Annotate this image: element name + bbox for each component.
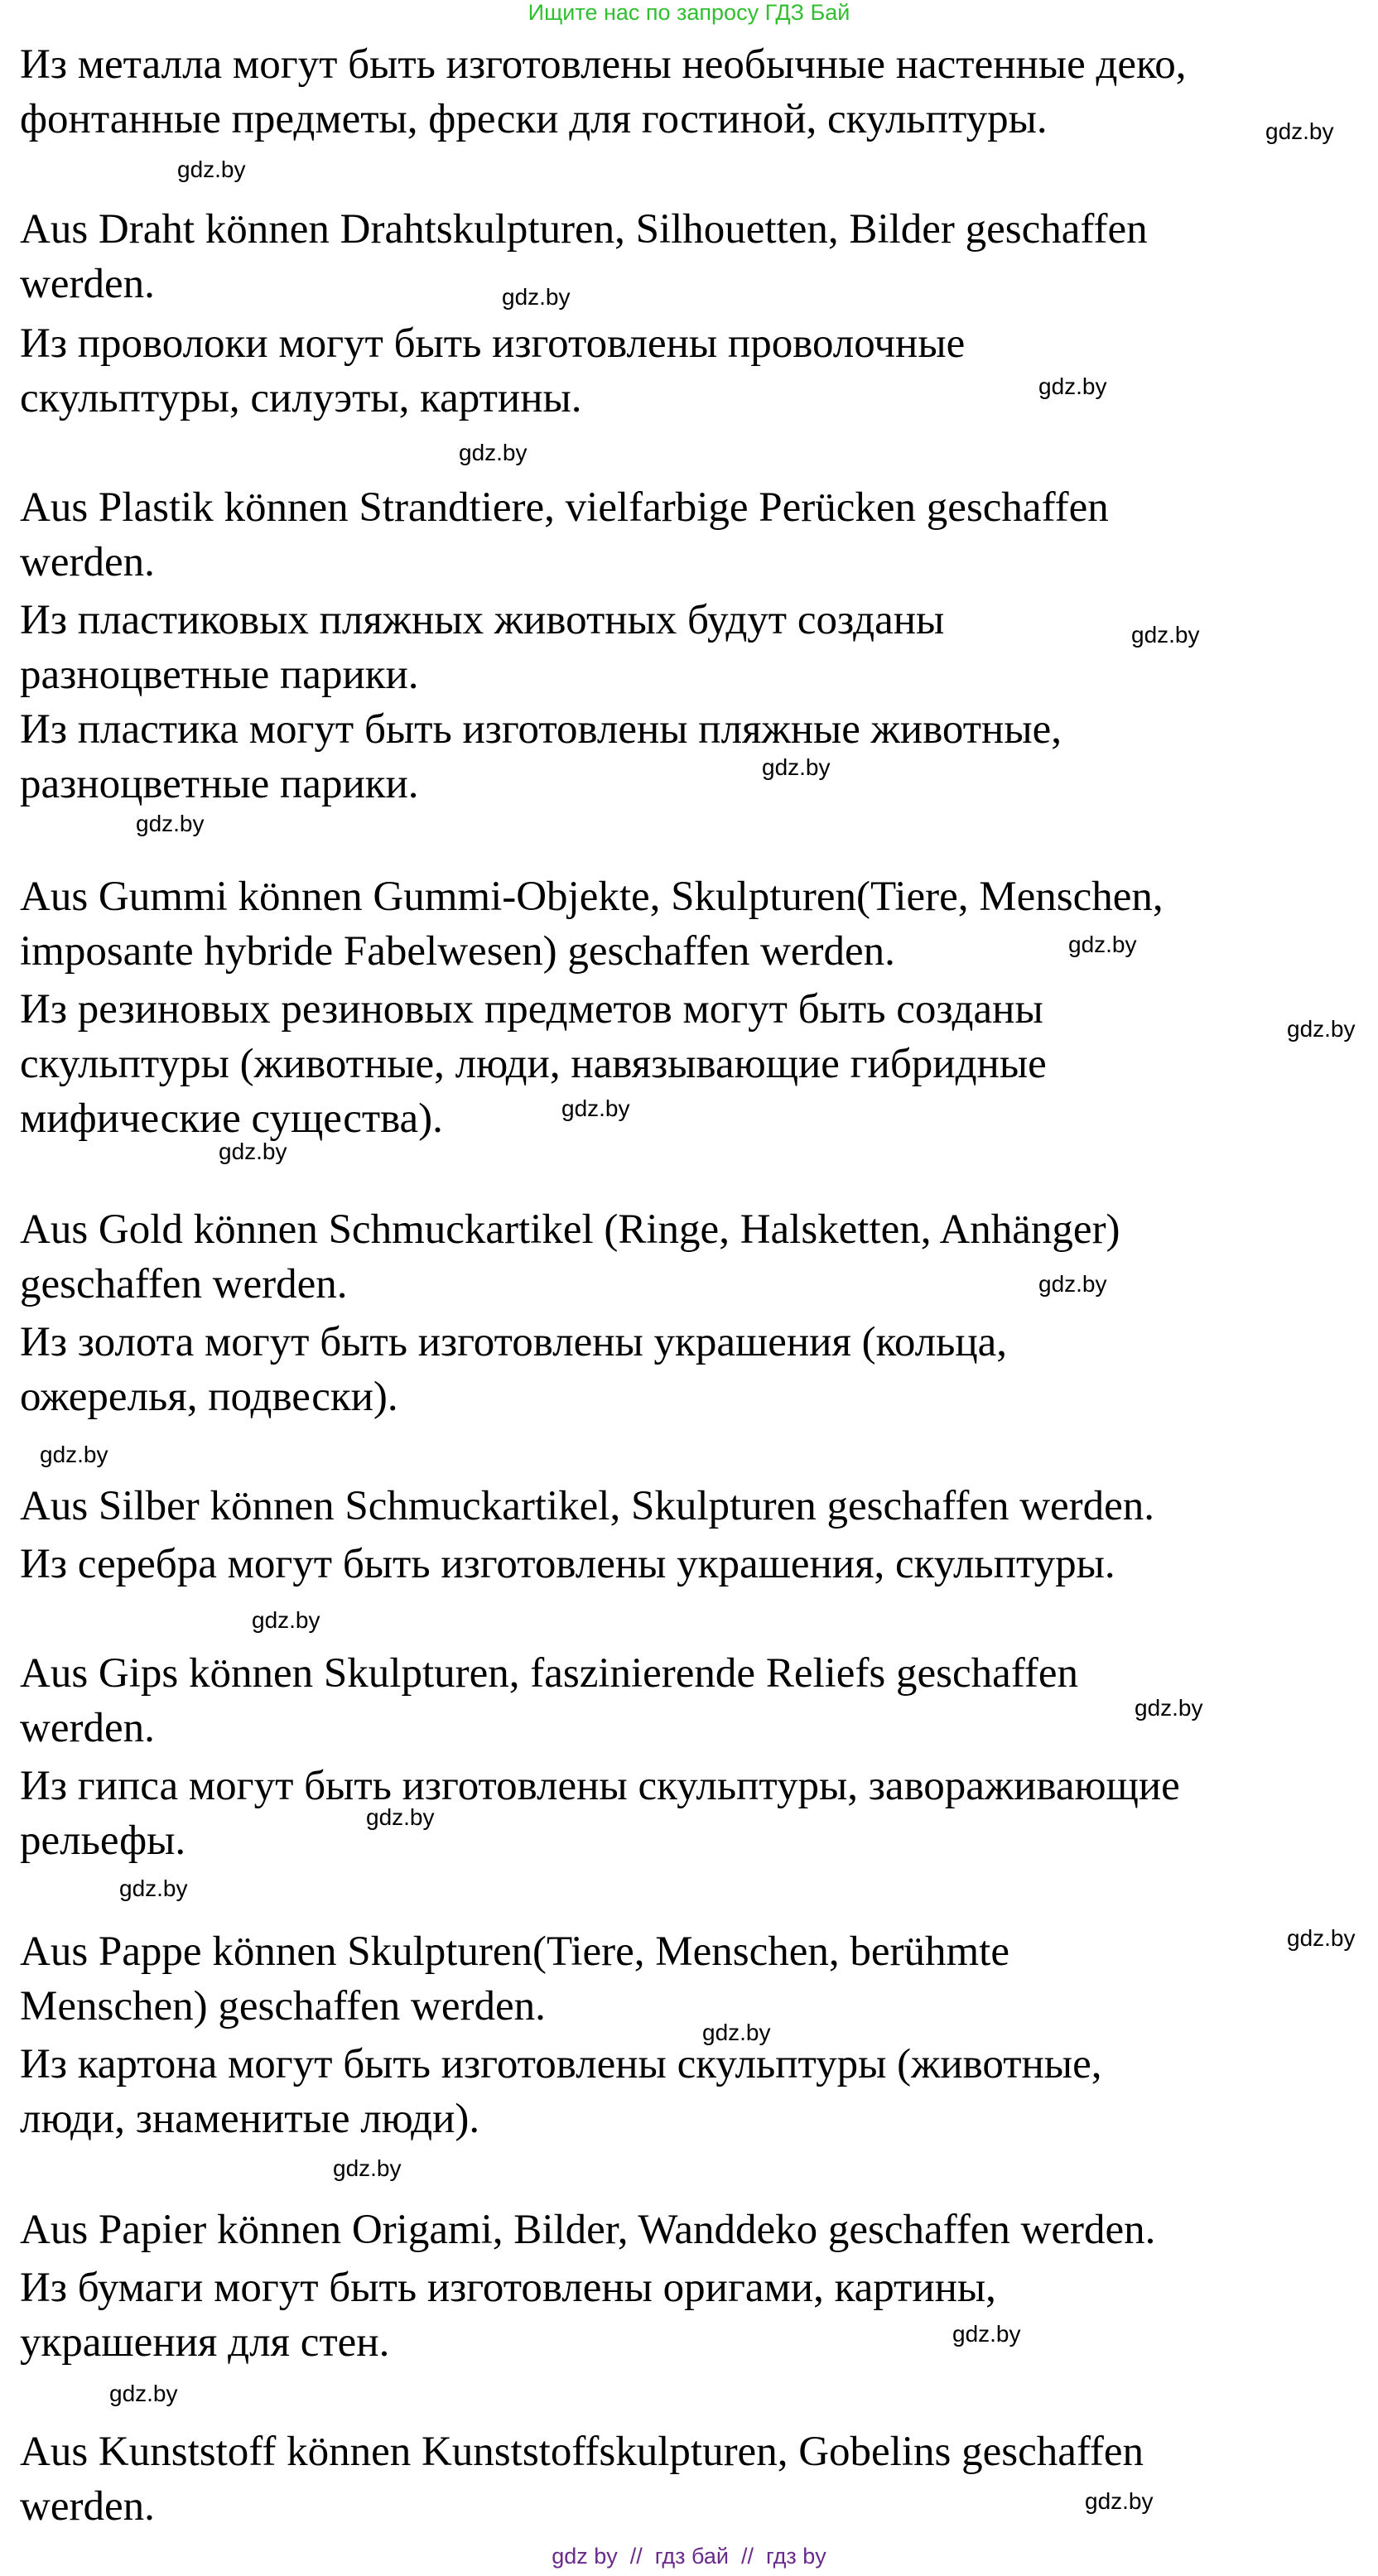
text-line-34: украшения для стен. [20,2319,390,2366]
header-banner: Ищите нас по запросу ГДЗ Бай [528,0,850,25]
text-line-26: Из гипса могут быть изготовлены скульптуры, завораживающие [20,1763,1180,1809]
text-line-09: Из пластиковых пляжных животных будут созданы [20,597,945,643]
watermark-18: gdz.by [119,1875,188,1901]
text-line-11: Из пластика могут быть изготовлены пляжные животные, [20,706,1062,753]
text-line-17: мифические существа). [20,1095,443,1142]
text-line-06: скульптуры, силуэты, картины. [20,375,582,421]
text-line-03: Aus Draht können Drahtskulpturen, Silhouetten, Bilder geschaffen [20,206,1148,253]
text-line-01: Из металла могут быть изготовлены необычные настенные деко, [20,41,1187,88]
watermark-12: gdz.by [219,1139,287,1164]
watermark-02: gdz.by [177,156,246,182]
text-line-16: скульптуры (животные, люди, навязывающие гибридные [20,1041,1047,1087]
text-line-30: Из картона могут быть изготовлены скульптуры (животные, [20,2041,1102,2087]
text-line-10: разноцветные парики. [20,652,419,698]
text-line-13: Aus Gummi können Gummi-Objekte, Skulpturen(Tiere, Menschen, [20,874,1164,920]
watermark-04: gdz.by [1038,373,1107,399]
watermark-15: gdz.by [252,1607,320,1633]
watermark-01: gdz.by [1265,118,1334,144]
text-line-22: Aus Silber können Schmuckartikel, Skulpturen geschaffen werden. [20,1483,1155,1529]
watermark-07: gdz.by [762,754,831,780]
text-line-07: Aus Plastik können Strandtiere, vielfarbige Perücken geschaffen [20,484,1109,531]
text-line-15: Из резиновых резиновых предметов могут быть созданы [20,986,1043,1033]
watermark-16: gdz.by [1135,1695,1203,1721]
text-line-18: Aus Gold können Schmuckartikel (Ringe, Halsketten, Anhänger) [20,1206,1120,1253]
text-line-02: фонтанные предметы, фрески для гостиной, скульптуры. [20,96,1048,142]
watermark-17: gdz.by [366,1804,435,1830]
watermark-23: gdz.by [109,2381,178,2406]
text-line-29: Menschen) geschaffen werden. [20,1983,546,2030]
watermark-24: gdz.by [1085,2488,1154,2514]
watermark-05: gdz.by [459,440,528,465]
text-line-04: werden. [20,261,155,307]
watermark-22: gdz.by [952,2321,1021,2347]
text-line-05: Из проволоки могут быть изготовлены проволочные [20,320,966,367]
text-line-08: werden. [20,539,155,585]
text-line-24: Aus Gips können Skulpturen, faszinierende Reliefs geschaffen [20,1650,1078,1697]
watermark-08: gdz.by [136,811,205,836]
watermark-21: gdz.by [333,2155,402,2181]
text-line-36: werden. [20,2483,155,2530]
watermark-09: gdz.by [1068,932,1137,957]
text-line-12: разноцветные парики. [20,761,419,807]
watermark-03: gdz.by [502,284,571,310]
text-line-23: Из серебра могут быть изготовлены украшения, скульптуры. [20,1541,1115,1587]
text-line-21: ожерелья, подвески). [20,1374,398,1420]
text-line-32: Aus Papier können Origami, Bilder, Wanddeko geschaffen werden. [20,2207,1156,2253]
watermark-10: gdz.by [1287,1016,1356,1042]
text-line-28: Aus Pappe können Skulpturen(Tiere, Menschen, berühmte [20,1928,1009,1975]
footer-banner: gdz by // гдз бай // гдз by [552,2544,826,2569]
watermark-11: gdz.by [561,1095,630,1121]
text-line-35: Aus Kunststoff können Kunststoffskulpturen, Gobelins geschaffen [20,2429,1144,2475]
watermark-06: gdz.by [1131,622,1200,648]
text-line-25: werden. [20,1705,155,1751]
watermark-13: gdz.by [1038,1271,1107,1297]
text-line-20: Из золота могут быть изготовлены украшения (кольца, [20,1319,1008,1365]
text-line-31: люди, знаменитые люди). [20,2096,480,2142]
text-line-27: рельефы. [20,1818,186,1864]
text-line-14: imposante hybride Fabelwesen) geschaffen werden. [20,928,895,975]
watermark-20: gdz.by [702,2020,771,2045]
text-line-33: Из бумаги могут быть изготовлены оригами, картины, [20,2265,996,2311]
watermark-14: gdz.by [40,1442,108,1467]
watermark-19: gdz.by [1287,1925,1356,1951]
text-line-19: geschaffen werden. [20,1261,348,1307]
